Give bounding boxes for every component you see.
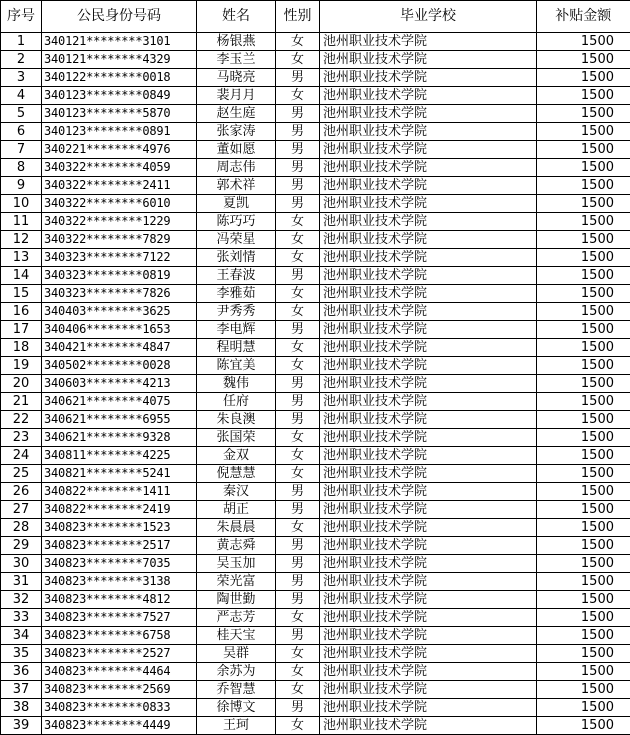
- cell-subsidy-amount[interactable]: 1500: [537, 591, 630, 609]
- cell-school[interactable]: 池州职业技术学院: [320, 33, 537, 51]
- cell-subsidy-amount[interactable]: 1500: [537, 339, 630, 357]
- table-row: [1, 465, 630, 483]
- cell-index[interactable]: 35: [1, 645, 42, 663]
- cell-school[interactable]: 池州职业技术学院: [320, 249, 537, 267]
- cell-subsidy-amount[interactable]: 1500: [537, 249, 630, 267]
- cell-subsidy-amount[interactable]: 1500: [537, 357, 630, 375]
- cell-name[interactable]: 李雅茹: [197, 285, 276, 303]
- cell-id-number[interactable]: 340323********7122: [42, 249, 197, 267]
- cell-subsidy-amount[interactable]: 1500: [537, 501, 630, 519]
- cell-id-number[interactable]: 340823********2517: [42, 537, 197, 555]
- cell-name[interactable]: 朱晨晨: [197, 519, 276, 537]
- table-row: [1, 231, 630, 249]
- cell-id-number[interactable]: 340121********4329: [42, 51, 197, 69]
- cell-id-number[interactable]: 340123********0891: [42, 123, 197, 141]
- table-row: [1, 141, 630, 159]
- cell-name[interactable]: 冯荣星: [197, 231, 276, 249]
- cell-subsidy-amount[interactable]: 1500: [537, 699, 630, 717]
- cell-school[interactable]: 池州职业技术学院: [320, 339, 537, 357]
- cell-id-number[interactable]: 340121********3101: [42, 33, 197, 51]
- cell-id-number[interactable]: 340823********2527: [42, 645, 197, 663]
- cell-school[interactable]: 池州职业技术学院: [320, 501, 537, 519]
- cell-gender[interactable]: 男: [276, 321, 320, 339]
- cell-gender[interactable]: 男: [276, 267, 320, 285]
- cell-subsidy-amount[interactable]: 1500: [537, 447, 630, 465]
- cell-gender[interactable]: 男: [276, 195, 320, 213]
- cell-name[interactable]: 陈宜美: [197, 357, 276, 375]
- cell-id-number[interactable]: 340823********4812: [42, 591, 197, 609]
- cell-id-number[interactable]: 340822********1411: [42, 483, 197, 501]
- cell-index[interactable]: 20: [1, 375, 42, 393]
- header-gender[interactable]: 性别: [276, 1, 320, 33]
- table-row: [1, 501, 630, 519]
- cell-index[interactable]: 5: [1, 105, 42, 123]
- cell-name[interactable]: 陶世勤: [197, 591, 276, 609]
- cell-subsidy-amount[interactable]: 1500: [537, 321, 630, 339]
- cell-subsidy-amount[interactable]: 1500: [537, 663, 630, 681]
- cell-school[interactable]: 池州职业技术学院: [320, 447, 537, 465]
- cell-school[interactable]: 池州职业技术学院: [320, 159, 537, 177]
- cell-id-number[interactable]: 340421********4847: [42, 339, 197, 357]
- cell-gender[interactable]: 女: [276, 339, 320, 357]
- cell-id-number[interactable]: 340822********2419: [42, 501, 197, 519]
- cell-gender[interactable]: 女: [276, 303, 320, 321]
- table-row: [1, 339, 630, 357]
- cell-index[interactable]: 12: [1, 231, 42, 249]
- table-row: [1, 195, 630, 213]
- cell-subsidy-amount[interactable]: 1500: [537, 177, 630, 195]
- cell-school[interactable]: 池州职业技术学院: [320, 663, 537, 681]
- cell-school[interactable]: 池州职业技术学院: [320, 627, 537, 645]
- cell-school[interactable]: 池州职业技术学院: [320, 303, 537, 321]
- cell-gender[interactable]: 女: [276, 663, 320, 681]
- header-row: [1, 1, 630, 33]
- cell-index[interactable]: 25: [1, 465, 42, 483]
- table-row: [1, 357, 630, 375]
- cell-school[interactable]: 池州职业技术学院: [320, 87, 537, 105]
- cell-gender[interactable]: 女: [276, 465, 320, 483]
- cell-name[interactable]: 李玉兰: [197, 51, 276, 69]
- table-row: [1, 123, 630, 141]
- table-row: [1, 213, 630, 231]
- table-row: [1, 483, 630, 501]
- table-row: [1, 519, 630, 537]
- cell-name[interactable]: 徐博文: [197, 699, 276, 717]
- cell-name[interactable]: 黄志舜: [197, 537, 276, 555]
- cell-gender[interactable]: 女: [276, 33, 320, 51]
- cell-name[interactable]: 魏伟: [197, 375, 276, 393]
- cell-name[interactable]: 严志芳: [197, 609, 276, 627]
- cell-subsidy-amount[interactable]: 1500: [537, 627, 630, 645]
- cell-gender[interactable]: 男: [276, 627, 320, 645]
- cell-name[interactable]: 张刘情: [197, 249, 276, 267]
- cell-id-number[interactable]: 340823********2569: [42, 681, 197, 699]
- header-index[interactable]: 序号: [1, 1, 42, 33]
- cell-subsidy-amount[interactable]: 1500: [537, 69, 630, 87]
- table-row: [1, 555, 630, 573]
- cell-school[interactable]: 池州职业技术学院: [320, 573, 537, 591]
- cell-index[interactable]: 21: [1, 393, 42, 411]
- cell-index[interactable]: 11: [1, 213, 42, 231]
- cell-index[interactable]: 39: [1, 717, 42, 735]
- cell-subsidy-amount[interactable]: 1500: [537, 123, 630, 141]
- cell-gender[interactable]: 女: [276, 519, 320, 537]
- cell-index[interactable]: 3: [1, 69, 42, 87]
- cell-name[interactable]: 倪慧慧: [197, 465, 276, 483]
- cell-gender[interactable]: 男: [276, 69, 320, 87]
- cell-school[interactable]: 池州职业技术学院: [320, 537, 537, 555]
- cell-school[interactable]: 池州职业技术学院: [320, 105, 537, 123]
- cell-index[interactable]: 10: [1, 195, 42, 213]
- table-row: [1, 249, 630, 267]
- cell-name[interactable]: 王春波: [197, 267, 276, 285]
- table-row: [1, 627, 630, 645]
- cell-gender[interactable]: 男: [276, 483, 320, 501]
- cell-name[interactable]: 尹秀秀: [197, 303, 276, 321]
- cell-gender[interactable]: 女: [276, 285, 320, 303]
- cell-subsidy-amount[interactable]: 1500: [537, 519, 630, 537]
- cell-school[interactable]: 池州职业技术学院: [320, 519, 537, 537]
- table-row: [1, 699, 630, 717]
- cell-subsidy-amount[interactable]: 1500: [537, 213, 630, 231]
- cell-subsidy-amount[interactable]: 1500: [537, 609, 630, 627]
- cell-subsidy-amount[interactable]: 1500: [537, 303, 630, 321]
- cell-gender[interactable]: 男: [276, 375, 320, 393]
- cell-subsidy-amount[interactable]: 1500: [537, 645, 630, 663]
- cell-gender[interactable]: 女: [276, 213, 320, 231]
- cell-name[interactable]: 程明慧: [197, 339, 276, 357]
- cell-gender[interactable]: 男: [276, 123, 320, 141]
- table-row: [1, 537, 630, 555]
- cell-name[interactable]: 夏凯: [197, 195, 276, 213]
- cell-subsidy-amount[interactable]: 1500: [537, 105, 630, 123]
- cell-subsidy-amount[interactable]: 1500: [537, 87, 630, 105]
- cell-school[interactable]: 池州职业技术学院: [320, 393, 537, 411]
- cell-name[interactable]: 董如愿: [197, 141, 276, 159]
- cell-id-number[interactable]: 340322********4059: [42, 159, 197, 177]
- cell-subsidy-amount[interactable]: 1500: [537, 267, 630, 285]
- cell-subsidy-amount[interactable]: 1500: [537, 231, 630, 249]
- cell-index[interactable]: 15: [1, 285, 42, 303]
- table-row: [1, 681, 630, 699]
- cell-index[interactable]: 6: [1, 123, 42, 141]
- cell-gender[interactable]: 女: [276, 717, 320, 735]
- cell-school[interactable]: 池州职业技术学院: [320, 375, 537, 393]
- cell-gender[interactable]: 男: [276, 537, 320, 555]
- cell-index[interactable]: 29: [1, 537, 42, 555]
- cell-name[interactable]: 王珂: [197, 717, 276, 735]
- cell-subsidy-amount[interactable]: 1500: [537, 33, 630, 51]
- table-row: [1, 447, 630, 465]
- cell-gender[interactable]: 女: [276, 51, 320, 69]
- cell-school[interactable]: 池州职业技术学院: [320, 591, 537, 609]
- cell-name[interactable]: 赵生庭: [197, 105, 276, 123]
- cell-id-number[interactable]: 340823********7527: [42, 609, 197, 627]
- cell-id-number[interactable]: 340621********4075: [42, 393, 197, 411]
- cell-name[interactable]: 吴群: [197, 645, 276, 663]
- cell-subsidy-amount[interactable]: 1500: [537, 537, 630, 555]
- cell-subsidy-amount[interactable]: 1500: [537, 159, 630, 177]
- cell-id-number[interactable]: 340811********4225: [42, 447, 197, 465]
- cell-index[interactable]: 34: [1, 627, 42, 645]
- cell-index[interactable]: 32: [1, 591, 42, 609]
- table-row: [1, 69, 630, 87]
- cell-id-number[interactable]: 340621********6955: [42, 411, 197, 429]
- cell-id-number[interactable]: 340502********0028: [42, 357, 197, 375]
- cell-id-number[interactable]: 340621********9328: [42, 429, 197, 447]
- cell-index[interactable]: 17: [1, 321, 42, 339]
- cell-index[interactable]: 24: [1, 447, 42, 465]
- cell-name[interactable]: 李电辉: [197, 321, 276, 339]
- cell-id-number[interactable]: 340323********0819: [42, 267, 197, 285]
- table-row: [1, 663, 630, 681]
- cell-school[interactable]: 池州职业技术学院: [320, 483, 537, 501]
- cell-school[interactable]: 池州职业技术学院: [320, 411, 537, 429]
- cell-subsidy-amount[interactable]: 1500: [537, 573, 630, 591]
- cell-name[interactable]: 朱良澳: [197, 411, 276, 429]
- header-id-number[interactable]: 公民身份号码: [42, 1, 197, 33]
- cell-name[interactable]: 郭术祥: [197, 177, 276, 195]
- table-row: [1, 33, 630, 51]
- cell-index[interactable]: 37: [1, 681, 42, 699]
- cell-subsidy-amount[interactable]: 1500: [537, 681, 630, 699]
- cell-id-number[interactable]: 340123********5870: [42, 105, 197, 123]
- table-row: [1, 591, 630, 609]
- cell-school[interactable]: 池州职业技术学院: [320, 357, 537, 375]
- cell-subsidy-amount[interactable]: 1500: [537, 465, 630, 483]
- cell-id-number[interactable]: 340322********7829: [42, 231, 197, 249]
- cell-index[interactable]: 38: [1, 699, 42, 717]
- cell-subsidy-amount[interactable]: 1500: [537, 393, 630, 411]
- table-row: [1, 159, 630, 177]
- table-row: [1, 573, 630, 591]
- cell-index[interactable]: 7: [1, 141, 42, 159]
- cell-subsidy-amount[interactable]: 1500: [537, 375, 630, 393]
- cell-index[interactable]: 8: [1, 159, 42, 177]
- cell-gender[interactable]: 男: [276, 555, 320, 573]
- cell-id-number[interactable]: 340322********6010: [42, 195, 197, 213]
- cell-id-number[interactable]: 340123********0849: [42, 87, 197, 105]
- cell-name[interactable]: 金双: [197, 447, 276, 465]
- table-row: [1, 393, 630, 411]
- cell-gender[interactable]: 男: [276, 411, 320, 429]
- table-row: [1, 375, 630, 393]
- cell-school[interactable]: 池州职业技术学院: [320, 177, 537, 195]
- cell-name[interactable]: 陈巧巧: [197, 213, 276, 231]
- cell-school[interactable]: 池州职业技术学院: [320, 141, 537, 159]
- cell-gender[interactable]: 女: [276, 429, 320, 447]
- cell-index[interactable]: 18: [1, 339, 42, 357]
- cell-school[interactable]: 池州职业技术学院: [320, 69, 537, 87]
- cell-id-number[interactable]: 340821********5241: [42, 465, 197, 483]
- cell-index[interactable]: 28: [1, 519, 42, 537]
- cell-name[interactable]: 吴玉加: [197, 555, 276, 573]
- cell-school[interactable]: 池州职业技术学院: [320, 321, 537, 339]
- cell-id-number[interactable]: 340823********6758: [42, 627, 197, 645]
- cell-school[interactable]: 池州职业技术学院: [320, 645, 537, 663]
- cell-index[interactable]: 1: [1, 33, 42, 51]
- cell-gender[interactable]: 男: [276, 393, 320, 411]
- cell-name[interactable]: 周志伟: [197, 159, 276, 177]
- cell-subsidy-amount[interactable]: 1500: [537, 285, 630, 303]
- cell-index[interactable]: 30: [1, 555, 42, 573]
- cell-gender[interactable]: 女: [276, 645, 320, 663]
- cell-school[interactable]: 池州职业技术学院: [320, 681, 537, 699]
- cell-gender[interactable]: 女: [276, 249, 320, 267]
- cell-name[interactable]: 荣光富: [197, 573, 276, 591]
- cell-index[interactable]: 23: [1, 429, 42, 447]
- cell-school[interactable]: 池州职业技术学院: [320, 699, 537, 717]
- cell-subsidy-amount[interactable]: 1500: [537, 717, 630, 735]
- cell-id-number[interactable]: 340403********3625: [42, 303, 197, 321]
- table-row: [1, 321, 630, 339]
- cell-name[interactable]: 张家涛: [197, 123, 276, 141]
- cell-subsidy-amount[interactable]: 1500: [537, 411, 630, 429]
- cell-school[interactable]: 池州职业技术学院: [320, 285, 537, 303]
- cell-school[interactable]: 池州职业技术学院: [320, 429, 537, 447]
- cell-id-number[interactable]: 340823********3138: [42, 573, 197, 591]
- table-row: [1, 177, 630, 195]
- cell-gender[interactable]: 女: [276, 87, 320, 105]
- cell-name[interactable]: 秦汉: [197, 483, 276, 501]
- cell-subsidy-amount[interactable]: 1500: [537, 51, 630, 69]
- cell-name[interactable]: 乔智慧: [197, 681, 276, 699]
- table-row: [1, 717, 630, 735]
- cell-gender[interactable]: 女: [276, 231, 320, 249]
- cell-gender[interactable]: 男: [276, 141, 320, 159]
- header-school[interactable]: 毕业学校: [320, 1, 537, 33]
- cell-school[interactable]: 池州职业技术学院: [320, 555, 537, 573]
- cell-gender[interactable]: 男: [276, 573, 320, 591]
- cell-id-number[interactable]: 340603********4213: [42, 375, 197, 393]
- cell-index[interactable]: 36: [1, 663, 42, 681]
- cell-id-number[interactable]: 340823********7035: [42, 555, 197, 573]
- cell-id-number[interactable]: 340823********4449: [42, 717, 197, 735]
- cell-id-number[interactable]: 340823********4464: [42, 663, 197, 681]
- cell-index[interactable]: 22: [1, 411, 42, 429]
- cell-school[interactable]: 池州职业技术学院: [320, 123, 537, 141]
- cell-id-number[interactable]: 340823********0833: [42, 699, 197, 717]
- table-row: [1, 267, 630, 285]
- cell-index[interactable]: 9: [1, 177, 42, 195]
- cell-id-number[interactable]: 340322********2411: [42, 177, 197, 195]
- cell-name[interactable]: 裴月月: [197, 87, 276, 105]
- table-row: [1, 51, 630, 69]
- cell-subsidy-amount[interactable]: 1500: [537, 429, 630, 447]
- table-row: [1, 87, 630, 105]
- cell-name[interactable]: 马晓亮: [197, 69, 276, 87]
- cell-school[interactable]: 池州职业技术学院: [320, 465, 537, 483]
- table-row: [1, 285, 630, 303]
- cell-school[interactable]: 池州职业技术学院: [320, 717, 537, 735]
- cell-index[interactable]: 26: [1, 483, 42, 501]
- cell-id-number[interactable]: 340323********7826: [42, 285, 197, 303]
- cell-name[interactable]: 张国荣: [197, 429, 276, 447]
- cell-name[interactable]: 杨银燕: [197, 33, 276, 51]
- cell-school[interactable]: 池州职业技术学院: [320, 231, 537, 249]
- cell-index[interactable]: 4: [1, 87, 42, 105]
- cell-school[interactable]: 池州职业技术学院: [320, 213, 537, 231]
- cell-name[interactable]: 任府: [197, 393, 276, 411]
- cell-school[interactable]: 池州职业技术学院: [320, 195, 537, 213]
- header-subsidy-amount[interactable]: 补贴金额: [537, 1, 630, 33]
- cell-name[interactable]: 桂天宝: [197, 627, 276, 645]
- cell-id-number[interactable]: 340221********4976: [42, 141, 197, 159]
- cell-id-number[interactable]: 340406********1653: [42, 321, 197, 339]
- cell-gender[interactable]: 男: [276, 177, 320, 195]
- header-name[interactable]: 姓名: [197, 1, 276, 33]
- cell-name[interactable]: 胡正: [197, 501, 276, 519]
- cell-index[interactable]: 16: [1, 303, 42, 321]
- cell-id-number[interactable]: 340122********0018: [42, 69, 197, 87]
- cell-subsidy-amount[interactable]: 1500: [537, 141, 630, 159]
- cell-school[interactable]: 池州职业技术学院: [320, 267, 537, 285]
- cell-name[interactable]: 余苏为: [197, 663, 276, 681]
- cell-index[interactable]: 31: [1, 573, 42, 591]
- cell-index[interactable]: 13: [1, 249, 42, 267]
- cell-index[interactable]: 19: [1, 357, 42, 375]
- cell-id-number[interactable]: 340322********1229: [42, 213, 197, 231]
- cell-school[interactable]: 池州职业技术学院: [320, 51, 537, 69]
- cell-subsidy-amount[interactable]: 1500: [537, 555, 630, 573]
- cell-gender[interactable]: 女: [276, 447, 320, 465]
- table-row: [1, 429, 630, 447]
- cell-gender[interactable]: 女: [276, 681, 320, 699]
- table-row: [1, 609, 630, 627]
- cell-subsidy-amount[interactable]: 1500: [537, 195, 630, 213]
- cell-gender[interactable]: 女: [276, 357, 320, 375]
- cell-gender[interactable]: 男: [276, 159, 320, 177]
- cell-gender[interactable]: 男: [276, 699, 320, 717]
- cell-index[interactable]: 33: [1, 609, 42, 627]
- table-row: [1, 105, 630, 123]
- cell-index[interactable]: 27: [1, 501, 42, 519]
- cell-gender[interactable]: 男: [276, 501, 320, 519]
- cell-index[interactable]: 14: [1, 267, 42, 285]
- cell-subsidy-amount[interactable]: 1500: [537, 483, 630, 501]
- cell-id-number[interactable]: 340823********1523: [42, 519, 197, 537]
- cell-index[interactable]: 2: [1, 51, 42, 69]
- table-row: [1, 303, 630, 321]
- cell-gender[interactable]: 女: [276, 609, 320, 627]
- cell-gender[interactable]: 男: [276, 591, 320, 609]
- table-row: [1, 645, 630, 663]
- cell-school[interactable]: 池州职业技术学院: [320, 609, 537, 627]
- table-row: [1, 411, 630, 429]
- cell-gender[interactable]: 男: [276, 105, 320, 123]
